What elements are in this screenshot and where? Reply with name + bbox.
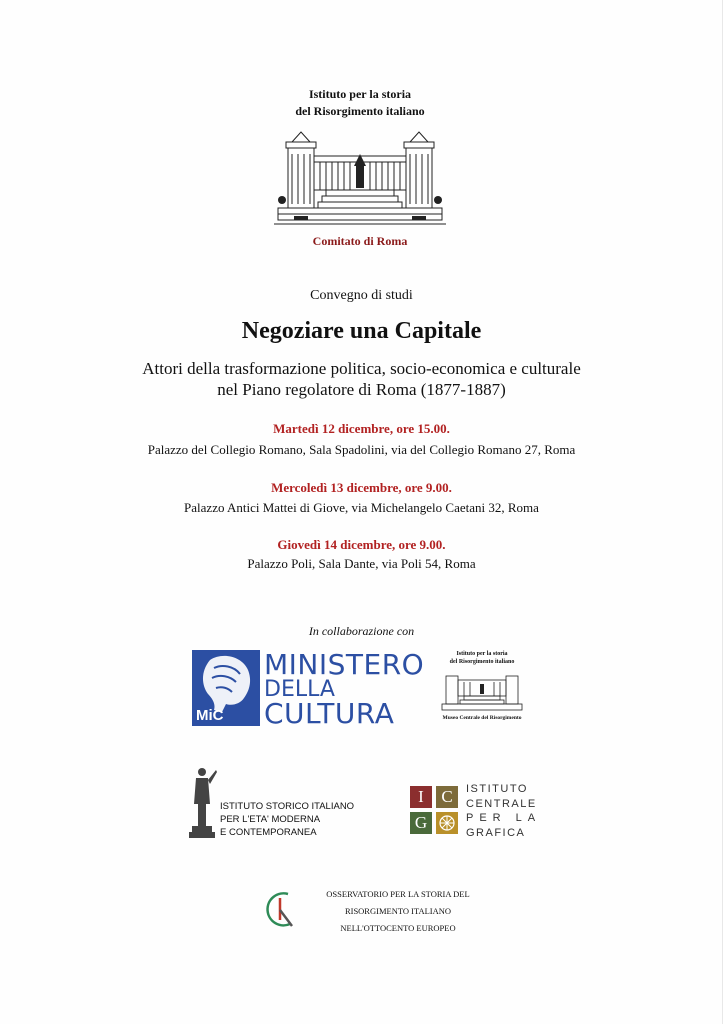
museo-line2: del Risorgimento italiano	[449, 659, 515, 665]
institute-name-line2: del Risorgimento italiano	[295, 104, 425, 118]
osservatorio-line3: NELL'OTTOCENTO EUROPEO	[340, 923, 456, 933]
icg-text	[466, 782, 541, 840]
icg-rosette-icon	[436, 812, 458, 834]
vittoriano-icon	[274, 124, 446, 232]
icg-line3: PER LA	[466, 812, 542, 824]
isime-logo	[184, 764, 384, 844]
session-venue: Palazzo Antici Mattei di Giove, via Michelangelo Caetani 32, Roma	[184, 500, 539, 515]
isime-line1: ISTITUTO STORICO ITALIANO	[220, 801, 355, 812]
museo-line3: Museo Centrale del Risorgimento	[442, 715, 522, 721]
mic-logo	[192, 648, 425, 730]
session-date: Martedì 12 dicembre, ore 15.00.	[273, 421, 450, 436]
institute-name-line1: Istituto per la storia	[308, 87, 412, 101]
vittoriano-small-icon	[440, 668, 524, 714]
subtitle-line1: Attori della trasformazione politica, socio-economica e culturale	[142, 359, 581, 378]
osservatorio-logo	[258, 886, 488, 936]
osservatorio-line1: OSSERVATORIO PER LA STORIA DEL	[326, 889, 470, 899]
mic-word-3: CULTURA	[264, 697, 395, 730]
icg-line4: GRAFICA	[466, 826, 526, 839]
mic-badge-text: MiC	[196, 707, 224, 724]
event-type: Convegno di studi	[310, 288, 413, 303]
icg-letter-c: C	[436, 786, 458, 808]
isime-text	[220, 800, 354, 839]
mic-word-2: DELLA	[264, 677, 335, 702]
event-subtitle	[0, 358, 723, 400]
icg-letter-g: G	[410, 812, 432, 834]
osservatorio-line2: RISORGIMENTO ITALIANO	[344, 906, 452, 916]
osservatorio-emblem-icon	[258, 886, 304, 936]
collaboration-label: In collaborazione con	[308, 624, 415, 638]
osservatorio-text	[308, 886, 488, 937]
mic-badge	[192, 650, 260, 726]
institute-logo	[270, 86, 450, 246]
session-venue: Palazzo Poli, Sala Dante, via Poli 54, Roma	[247, 556, 476, 571]
mic-word-1: MINISTERO	[264, 648, 425, 681]
session-date: Giovedì 14 dicembre, ore 9.00.	[277, 537, 446, 552]
event-title: Negoziare una Capitale	[241, 318, 482, 344]
icg-letter-i: I	[410, 786, 432, 808]
museo-line1: Istituto per la storia	[456, 651, 508, 657]
icg-logo	[408, 782, 558, 842]
session-venue: Palazzo del Collegio Romano, Sala Spadolini, via del Collegio Romano 27, Roma	[147, 442, 576, 457]
subtitle-line2: nel Piano regolatore di Roma (1877-1887)	[217, 380, 506, 399]
statue-icon	[184, 764, 220, 844]
icg-line1: ISTITUTO	[466, 783, 528, 795]
isime-line2: PER L'ETA' MODERNA	[220, 814, 321, 825]
session-date: Mercoledì 13 dicembre, ore 9.00.	[271, 480, 452, 495]
museo-logo	[432, 650, 532, 726]
icg-line2: CENTRALE	[466, 797, 537, 810]
isime-line3: E CONTEMPORANEA	[220, 827, 317, 838]
committee-label: Comitato di Roma	[312, 234, 408, 248]
